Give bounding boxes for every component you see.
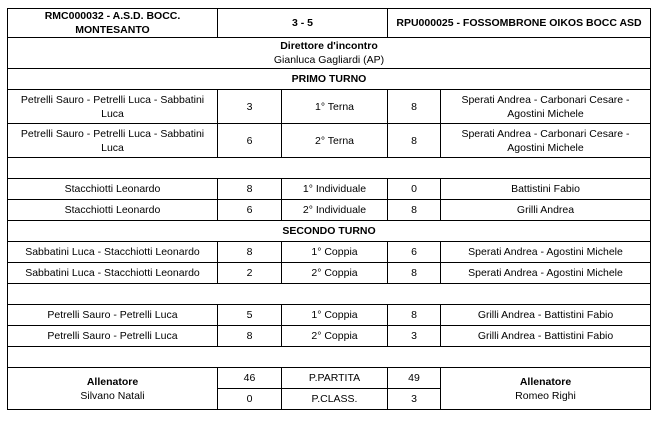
game-type: 1° Terna [282, 90, 388, 124]
section-title: SECONDO TURNO [8, 221, 651, 242]
home-score: 8 [218, 179, 282, 200]
director-label: Direttore d'incontro [280, 40, 378, 52]
away-players: Sperati Andrea - Agostini Michele [441, 263, 651, 284]
home-team-name: RMC000032 - A.S.D. BOCC. MONTESANTO [8, 9, 218, 38]
home-class-points: 0 [218, 389, 282, 410]
table-row [8, 124, 651, 158]
match-header-row [8, 9, 651, 38]
home-players: Stacchiotti Leonardo [8, 200, 218, 221]
director-name: Gianluca Gagliardi (AP) [273, 54, 385, 66]
away-coach-name: Romeo Righi [515, 389, 576, 402]
footer-row-points [8, 368, 651, 389]
table-row [8, 179, 651, 200]
match-score: 3 - 5 [218, 9, 388, 38]
away-players: Sperati Andrea - Carbonari Cesare - Agostini Michele [441, 90, 651, 124]
home-score: 6 [218, 200, 282, 221]
game-type: 1° Coppia [282, 242, 388, 263]
away-players: Sperati Andrea - Agostini Michele [441, 242, 651, 263]
spacer-row [8, 284, 651, 305]
home-players: Petrelli Sauro - Petrelli Luca [8, 326, 218, 347]
section-primo-turno [8, 69, 651, 90]
away-score: 6 [388, 242, 441, 263]
away-score: 8 [388, 90, 441, 124]
home-players: Petrelli Sauro - Petrelli Luca [8, 305, 218, 326]
away-players: Battistini Fabio [441, 179, 651, 200]
home-score: 2 [218, 263, 282, 284]
game-type: 1° Coppia [282, 305, 388, 326]
table-row [8, 200, 651, 221]
game-type: 2° Terna [282, 124, 388, 158]
away-score: 8 [388, 305, 441, 326]
table-row [8, 263, 651, 284]
home-players: Sabbatini Luca - Stacchiotti Leonardo [8, 242, 218, 263]
home-score: 3 [218, 90, 282, 124]
spacer-row [8, 347, 651, 368]
home-players: Petrelli Sauro - Petrelli Luca - Sabbatini Luca [8, 90, 218, 124]
class-points-label: P.CLASS. [282, 389, 388, 410]
game-type: 2° Coppia [282, 326, 388, 347]
home-score: 6 [218, 124, 282, 158]
away-score: 3 [388, 326, 441, 347]
home-coach-label: Allenatore [86, 375, 139, 388]
match-report-table [7, 8, 651, 410]
table-row [8, 242, 651, 263]
table-row [8, 90, 651, 124]
away-score: 8 [388, 200, 441, 221]
section-title: PRIMO TURNO [8, 69, 651, 90]
away-score: 8 [388, 124, 441, 158]
away-match-points: 49 [388, 368, 441, 389]
away-team-name: RPU000025 - FOSSOMBRONE OIKOS BOCC ASD [388, 9, 651, 38]
home-players: Petrelli Sauro - Petrelli Luca - Sabbatini Luca [8, 124, 218, 158]
home-players: Stacchiotti Leonardo [8, 179, 218, 200]
game-type: 2° Individuale [282, 200, 388, 221]
table-row [8, 326, 651, 347]
home-score: 5 [218, 305, 282, 326]
away-coach-label: Allenatore [519, 375, 572, 388]
match-points-label: P.PARTITA [282, 368, 388, 389]
away-coach-cell [441, 368, 651, 410]
home-score: 8 [218, 242, 282, 263]
game-type: 2° Coppia [282, 263, 388, 284]
spacer-row [8, 158, 651, 179]
away-score: 0 [388, 179, 441, 200]
home-players: Sabbatini Luca - Stacchiotti Leonardo [8, 263, 218, 284]
table-row [8, 305, 651, 326]
home-coach-cell [8, 368, 218, 410]
director-row [8, 38, 651, 69]
away-players: Grilli Andrea - Battistini Fabio [441, 305, 651, 326]
home-coach-name: Silvano Natali [80, 389, 145, 402]
away-players: Grilli Andrea - Battistini Fabio [441, 326, 651, 347]
section-secondo-turno [8, 221, 651, 242]
away-score: 8 [388, 263, 441, 284]
away-players: Sperati Andrea - Carbonari Cesare - Agostini Michele [441, 124, 651, 158]
away-players: Grilli Andrea [441, 200, 651, 221]
away-class-points: 3 [388, 389, 441, 410]
director-cell [8, 38, 651, 69]
home-match-points: 46 [218, 368, 282, 389]
game-type: 1° Individuale [282, 179, 388, 200]
home-score: 8 [218, 326, 282, 347]
